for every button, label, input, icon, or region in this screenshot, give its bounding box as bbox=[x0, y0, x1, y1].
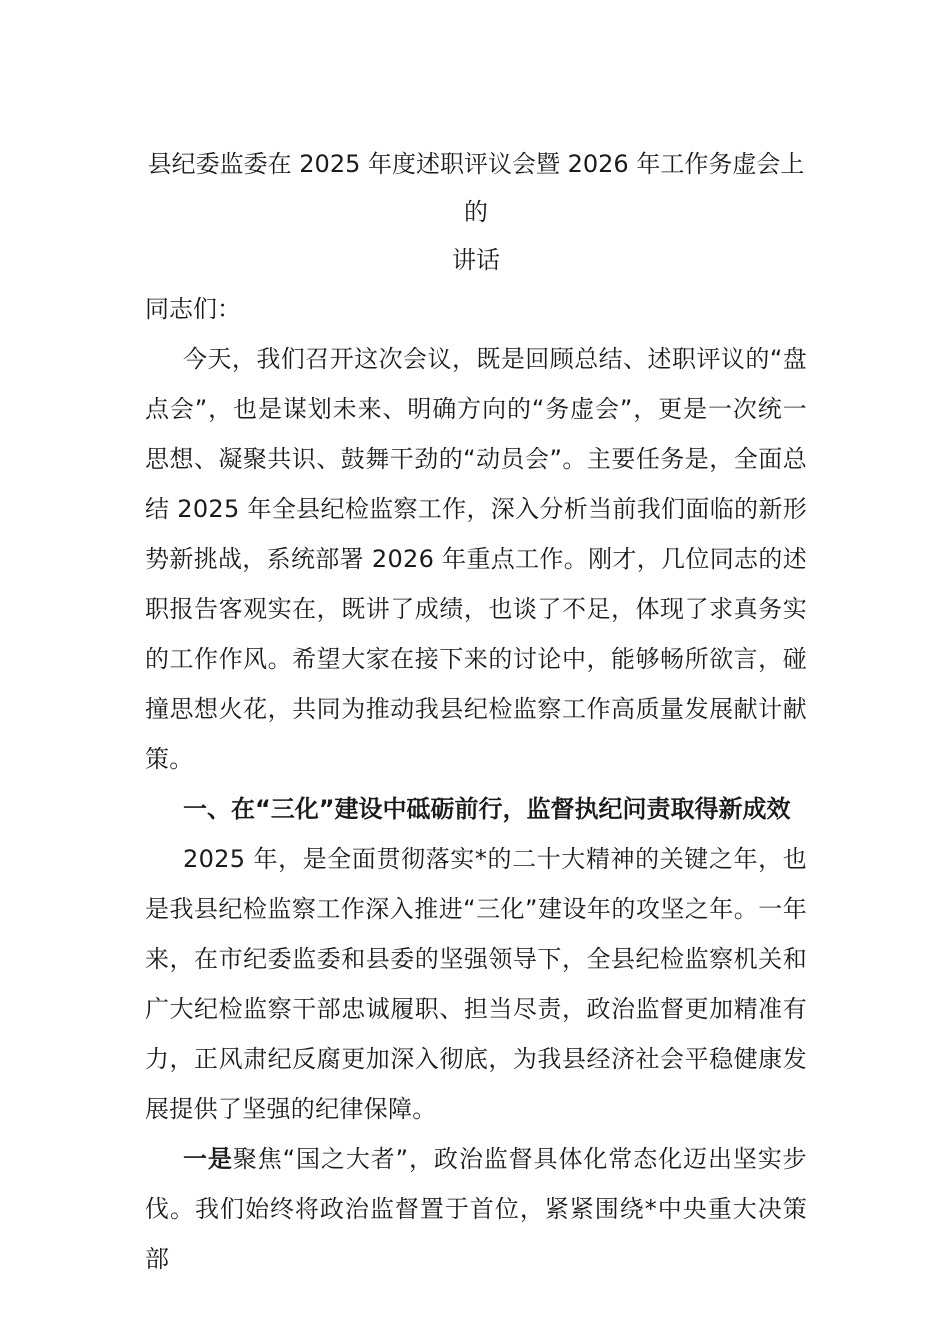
point-1-lead: 一是 bbox=[183, 1145, 233, 1173]
section-1-paragraph: 2025 年，是全面贯彻落实*的二十大精神的关键之年，也是我县纪检监察工作深入推进“三化”建设年的攻坚之年。一年来，在市纪委监委和县委的坚强领导下，全县纪检监察机关和广大纪检监察干部忠诚履职、担当尽责，政治监督更加精准有力，正风肃纪反腐更加深入彻底，为我县经济社会平稳健康发展提供了坚强的纪律保障。 bbox=[145, 845, 807, 1123]
title-line-2: 讲话 bbox=[452, 246, 500, 274]
title-line-1: 县纪委监委在 2025 年度述职评议会暨 2026 年工作务虚会上的 bbox=[147, 150, 805, 226]
intro-paragraph: 今天，我们召开这次会议，既是回顾总结、述职评议的“盘点会”，也是谋划未来、明确方向的“务虚会”，更是一次统一思想、凝聚共识、鼓舞干劲的“动员会”。主要任务是，全面总结 2025 年全县纪检监察工作，深入分析当前我们面临的新形势新挑战，系统部署 2026 年重点工作。刚才，几位同志的述职报告客观实在，既讲了成绩，也谈了不足，体现了求真务实的工作作风。希望大家在接下来的讨论中，能够畅所欲言，碰撞思想火花，共同为推动我县纪检监察工作高质量发展献计献策。 bbox=[145, 345, 807, 773]
document-title bbox=[145, 140, 807, 284]
section-1-heading: 一、在“三化”建设中砥砺前行，监督执纪问责取得新成效 bbox=[183, 795, 791, 823]
point-1-paragraph bbox=[145, 1134, 807, 1284]
point-1-text: 聚焦“国之大者”，政治监督具体化常态化迈出坚实步伐。我们始终将政治监督置于首位，紧紧围绕*中央重大决策部 bbox=[145, 1145, 807, 1273]
document-page bbox=[145, 140, 807, 1284]
salutation: 同志们： bbox=[145, 295, 241, 323]
